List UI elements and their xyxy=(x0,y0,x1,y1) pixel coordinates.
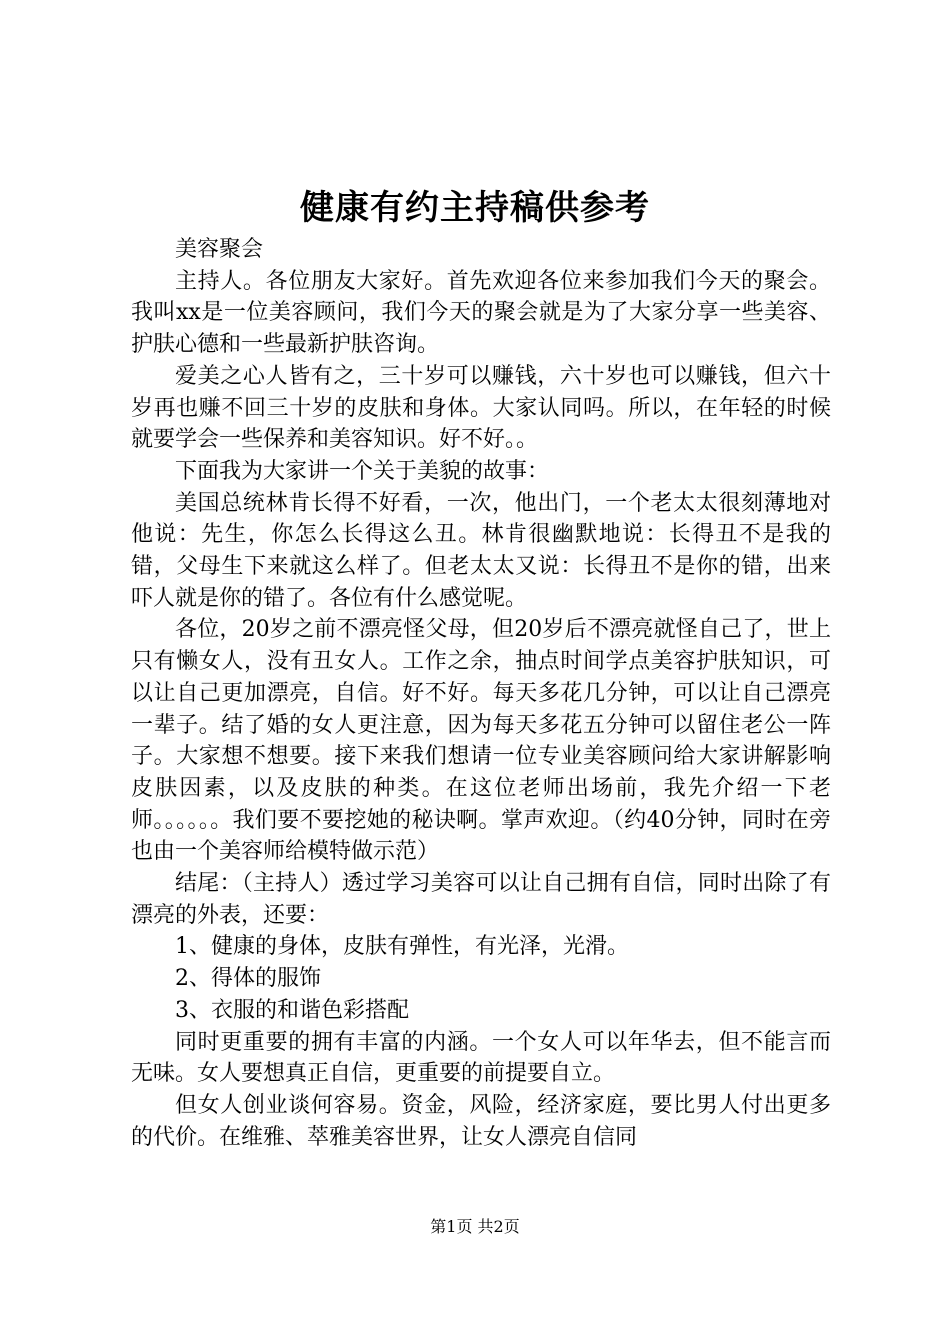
paragraph: 主持人。各位朋友大家好。首先欢迎各位来参加我们今天的聚会。我叫xx是一位美容顾问，我们今天的聚会就是为了大家分享一些美容、护肤心德和一些最新护肤咨询。 xyxy=(131,268,831,358)
document-title: 健康有约主持稿供参考 xyxy=(300,188,650,228)
paragraph: 结尾：（主持人）透过学习美容可以让自己拥有自信，同时出除了有漂亮的外表，还要： xyxy=(131,871,831,928)
paragraph: 下面我为大家讲一个关于美貌的故事： xyxy=(175,458,550,484)
list-item: 2、得体的服饰 xyxy=(175,966,321,992)
document-body xyxy=(131,234,831,1153)
paragraph: 各位，20岁之前不漂亮怪父母，但20岁后不漂亮就怪自己了，世上只有懒女人，没有丑女人。工作之余，抽点时间学点美容护肤知识，可以让自己更加漂亮，自信。好不好。每天多花几分钟，可以让自己漂亮一辈子。结了婚的女人更注意，因为每天多花五分钟可以留住老公一阵子。大家想不想要。接下来我们想请一位专业美容顾问给大家讲解影响皮肤因素，以及皮肤的种类。在这位老师出场前，我先介绍一下老师。。。。。。我们要不要挖她的秘诀啊。掌声欢迎。（约40分钟，同时在旁也由一个美容师给模特做示范） xyxy=(131,617,831,865)
paragraph: 同时更重要的拥有丰富的内涵。一个女人可以年华去，但不能言而无味。女人要想真正自信，更重要的前提要自立。 xyxy=(131,1029,831,1087)
paragraph-section-heading: 美容聚会 xyxy=(175,237,264,262)
page-number-footer: 第1页 共2页 xyxy=(430,1217,520,1236)
list-item: 1、健康的身体，皮肤有弹性，有光泽，光滑。 xyxy=(175,934,629,960)
list-item: 3、衣服的和谐色彩搭配 xyxy=(175,997,409,1023)
paragraph: 但女人创业谈何容易。资金，风险，经济家庭，要比男人付出更多的代价。在维雅、萃雅美容世界，让女人漂亮自信同 xyxy=(131,1092,831,1150)
paragraph: 爱美之心人皆有之，三十岁可以赚钱，六十岁也可以赚钱，但六十岁再也赚不回三十岁的皮肤和身体。大家认同吗。所以，在年轻的时候就要学会一些保养和美容知识。好不好。。 xyxy=(131,363,831,453)
paragraph: 美国总统林肯长得不好看，一次，他出门，一个老太太很刻薄地对他说：先生，你怎么长得这么丑。林肯很幽默地说：长得丑不是我的错，父母生下来就这么样了。但老太太又说：长得丑不是你的错，出来吓人就是你的错了。各位有什么感觉呢。 xyxy=(131,490,831,611)
